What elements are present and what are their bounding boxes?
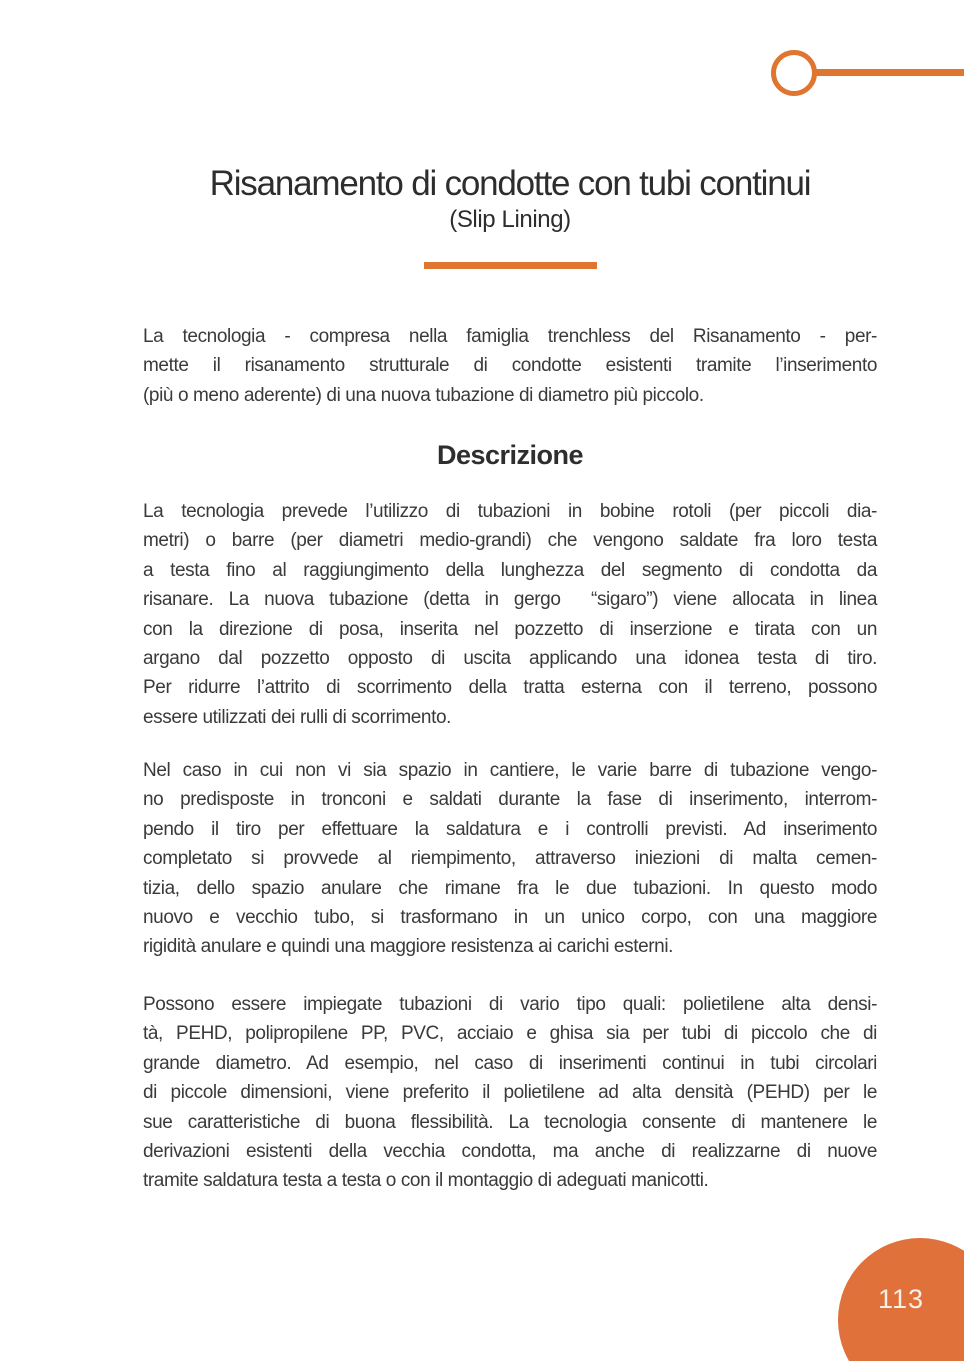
text-line: Possono essere impiegate tubazioni di vario tipo quali: polietilene alta densi- [143, 994, 877, 1015]
text-line: tizia, dello spazio anulare che rimane fra le due tubazioni. In questo modo [143, 877, 877, 899]
text-line: no predisposte in tronconi e saldati durante la fase di inserimento, interrom- [143, 789, 877, 811]
text-line: grande diametro. Ad esempio, nel caso di inserimenti continui in tubi circolari [143, 1052, 877, 1074]
text-line: pendo il tiro per effettuare la saldatura e i controlli previsti. Ad inserimento [143, 818, 877, 840]
text-line: tramite saldatura testa a testa o con il montaggio di adeguati manicotti. [143, 1170, 709, 1192]
text-line: mette il risanamento strutturale di condotte esistenti tramite l’inserimento [143, 355, 877, 377]
text-line: La tecnologia - compresa nella famiglia trenchless del Risanamento - per- [143, 326, 877, 347]
ring-icon [771, 50, 817, 96]
text-line: sue caratteristiche di buona flessibilità. La tecnologia consente di mantenere le [143, 1111, 877, 1133]
text-line: Nel caso in cui non vi sia spazio in cantiere, le varie barre di tubazione vengo- [143, 760, 877, 781]
text-line: La tecnologia prevede l’utilizzo di tubazioni in bobine rotoli (per piccoli dia- [143, 501, 877, 522]
text-line: metri) o barre (per diametri medio-grandi) che vengono saldate fra loro testa [143, 530, 877, 552]
text-line: argano dal pozzetto opposto di uscita applicando una idonea testa di tiro. [143, 648, 877, 670]
text-line: completato si provvede al riempimento, attraverso iniezioni di malta cemen- [143, 848, 877, 870]
text-line: (più o meno aderente) di una nuova tubazione di diametro più piccolo. [143, 384, 704, 406]
text-line: essere utilizzati dei rulli di scorrimento. [143, 706, 452, 728]
page-number: 113 [877, 1284, 925, 1314]
text-line: di piccole dimensioni, viene preferito il polietilene ad alta densità (PEHD) per le [143, 1082, 877, 1104]
intro-paragraph [143, 322, 877, 410]
header-ornament [0, 0, 964, 120]
paragraph [143, 990, 877, 1196]
text-line: derivazioni esistenti della vecchia condotta, ma anche di realizzarne di nuove [143, 1141, 877, 1163]
text-line: nuovo e vecchio tubo, si trasformano in un unico corpo, con una maggiore [143, 907, 877, 929]
page-title: Risanamento di condotte con tubi continui [209, 164, 811, 203]
section-heading: Descrizione [436, 440, 584, 470]
title-divider [424, 262, 597, 269]
horizontal-rule [815, 69, 964, 76]
text-line: rigidità anulare e quindi una maggiore resistenza ai carichi esterni. [143, 936, 674, 958]
paragraph [143, 756, 877, 962]
text-line: risanare. La nuova tubazione (detta in gergo “sigaro”) viene allocata in linea [143, 589, 877, 611]
title-block [143, 163, 877, 235]
text-line: a testa fino al raggiungimento della lunghezza del segmento di condotta da [143, 559, 877, 581]
text-line: tà, PEHD, polipropilene PP, PVC, acciaio e ghisa sia per tubi di piccolo che di [143, 1023, 877, 1045]
paragraph [143, 497, 877, 732]
page-subtitle: (Slip Lining) [449, 206, 571, 233]
text-line: Per ridurre l’attrito di scorrimento della tratta esterna con il terreno, possono [143, 677, 877, 699]
text-line: con la direzione di posa, inserita nel pozzetto di inserzione e tirata con un [143, 618, 877, 640]
